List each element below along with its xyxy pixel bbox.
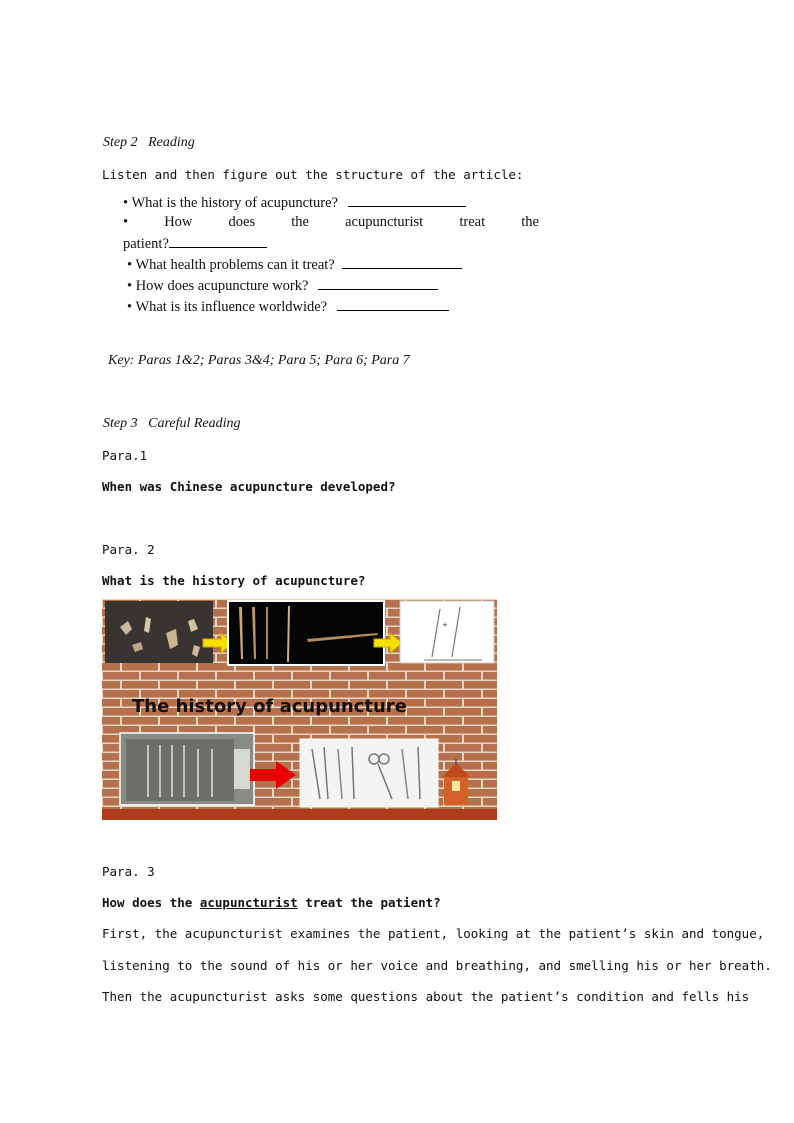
question-influence: • What is its influence worldwide? [127, 298, 449, 316]
image-title: The history of acupuncture [132, 696, 407, 717]
question-history: • What is the history of acupuncture? [123, 194, 466, 212]
para3-line-1: First, the acupuncturist examines the patient, looking at the patient’s skin and tongue, [102, 926, 765, 941]
answer-blank[interactable] [169, 235, 267, 248]
para3-line-2: listening to the sound of his or her voice and breathing, and smelling his or her breath. [102, 958, 772, 973]
para3-line-3: Then the acupuncturist asks some questions about the patient’s condition and fells his [102, 989, 750, 1004]
step2-heading: Step 2 Reading [103, 135, 195, 150]
answer-key: Key: Paras 1&2; Paras 3&4; Para 5; Para 6; Para 7 [108, 353, 410, 368]
question-treat-cont: patient? [123, 235, 267, 253]
question-problems: • What health problems can it treat? [127, 256, 462, 274]
para2-label: Para. 2 [102, 542, 155, 557]
answer-blank[interactable] [337, 298, 449, 311]
question-treat: • How does the acupuncturist treat the [123, 214, 539, 230]
question-work: • How does acupuncture work? [127, 277, 438, 295]
para1-question: When was Chinese acupuncture developed? [102, 479, 396, 494]
history-of-acupuncture-image [102, 599, 497, 820]
para1-label: Para.1 [102, 448, 148, 463]
para3-question: How does the acupuncturist treat the patient? [102, 895, 441, 910]
svg-text:+: + [442, 621, 448, 629]
answer-blank[interactable] [342, 256, 462, 269]
acupuncturist-term: acupuncturist [199, 895, 298, 910]
answer-blank[interactable] [348, 194, 466, 207]
answer-blank[interactable] [318, 277, 438, 290]
para3-label: Para. 3 [102, 864, 155, 879]
step2-instruction: Listen and then figure out the structure of the article: [102, 167, 524, 182]
step3-heading: Step 3 Careful Reading [103, 416, 241, 431]
para2-question: What is the history of acupuncture? [102, 573, 366, 588]
